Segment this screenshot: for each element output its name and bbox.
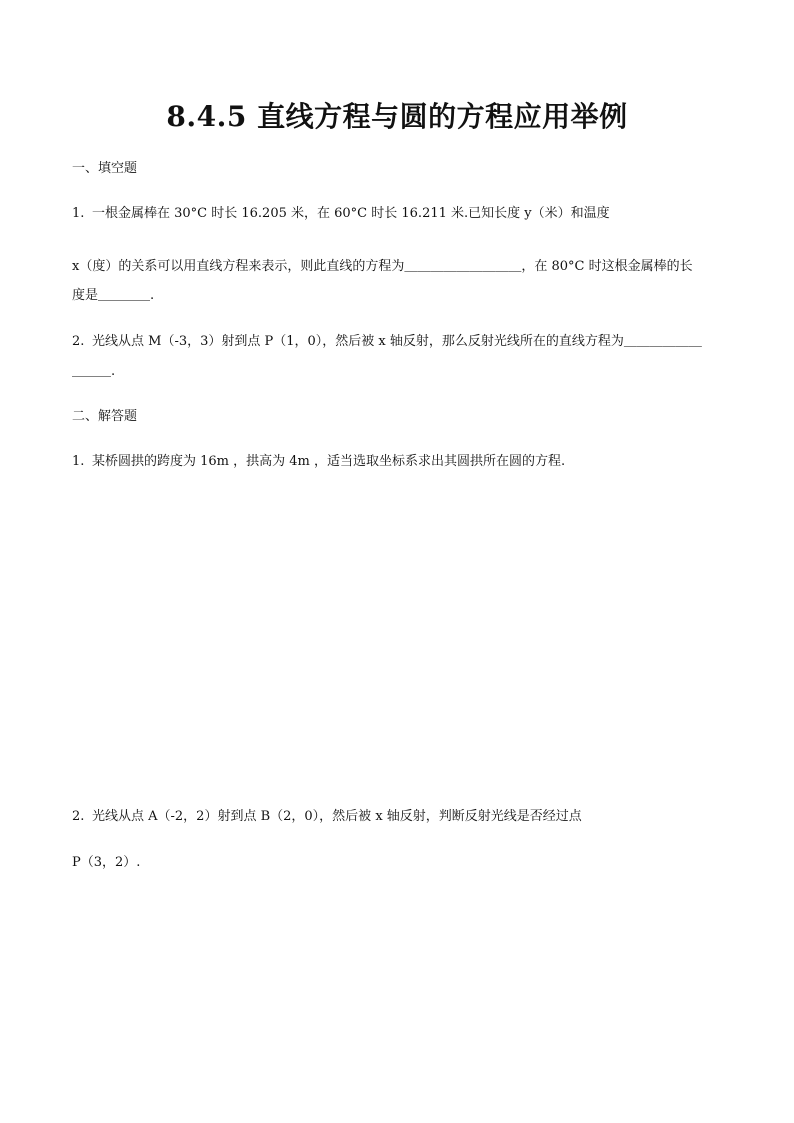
section-heading-answer: 二、解答题: [72, 409, 138, 424]
question-2-line-2: ＿＿＿.: [72, 364, 116, 379]
question-number: 2.: [72, 809, 85, 824]
page-title: 8.4.5 直线方程与圆的方程应用举例: [166, 100, 628, 133]
question-number: 1.: [72, 206, 85, 221]
question-1-line-1: [72, 203, 610, 225]
answer-question-2-line-2: P（3，2）.: [72, 855, 141, 870]
section-heading-fill-in: 一、填空题: [72, 161, 138, 176]
answer-question-1-line-1: [72, 451, 565, 473]
question-text: 一根金属棒在 30°C 时长 16.205 米，在 60°C 时长 16.211 米.已知长度 y（米）和温度: [92, 206, 610, 221]
answer-question-2-line-1: [72, 806, 582, 828]
question-text: 光线从点 A（-2，2）射到点 B（2，0），然后被 x 轴反射，判断反射光线是否经过点: [92, 809, 582, 824]
question-1-line-2: x（度）的关系可以用直线方程来表示，则此直线的方程为＿＿＿＿＿＿＿＿＿，在 80°C 时这根金属棒的长: [72, 259, 693, 274]
question-1-line-3: 度是＿＿＿＿.: [72, 288, 155, 303]
question-number: 2.: [72, 334, 85, 349]
question-2-line-1: [72, 331, 702, 353]
question-text: 光线从点 M（-3，3）射到点 P（1，0），然后被 x 轴反射，那么反射光线所在的直线方程为＿＿＿＿＿＿: [92, 334, 702, 349]
question-text: 某桥圆拱的跨度为 16m ，拱高为 4m ，适当选取坐标系求出其圆拱所在圆的方程.: [92, 454, 566, 469]
question-number: 1.: [72, 454, 85, 469]
